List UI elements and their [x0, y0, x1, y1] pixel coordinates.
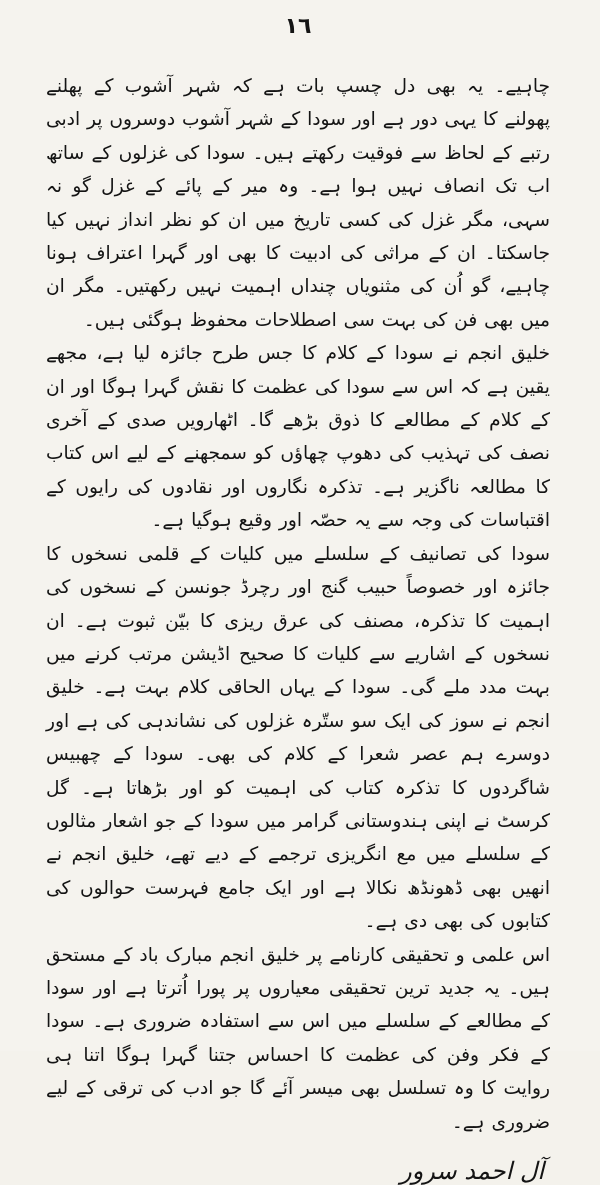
paragraph-2: خلیق انجم نے سودا کے کلام کا جس طرح جائزہ لیا ہے، مجھے یقین ہے کہ اس سے سودا کی عظمت کا نقش گہرا ہوگا اور ان کے کلام کے مطالعے کا ذوق بڑھے گا۔ اٹھارویں صدی کے آخری نصف کی تہذیب کی دھوپ چھاؤں کو سمجھنے کے لیے اس کتاب کا مطالعہ ناگزیر ہے۔ تذکرہ نگاروں اور نقادوں کی رایوں کے اقتباسات کی وجہ سے یہ حصّہ اور وقیع ہوگیا ہے۔	[46, 343, 550, 532]
paragraph-1: چاہیے۔ یہ بھی دل چسپ بات ہے کہ شہر آشوب کے پھلنے پھولنے کا یہی دور ہے اور سودا کے شہر آشوب دوسروں پر ادبی رتبے کے لحاظ سے فوقیت رکھتے ہیں۔ سودا کی غزلوں کے ساتھ اب تک انصاف نہیں ہوا ہے۔ وہ میر کے پائے کے غزل گو نہ سہی، مگر غزل کی کسی تاریخ میں ان کو نظر انداز نہیں کیا جاسکتا۔ ان کے مراثی کی ادبیت کا بھی اور گہرا اعتراف ہونا چاہیے، گو اُن کی مثنویاں چنداں اہمیت نہیں رکھتیں۔ مگر ان میں بھی فن کی بہت سی اصطلاحات محفوظ ہوگئی ہیں۔	[46, 76, 550, 331]
page-number: ١٦	[284, 14, 312, 39]
paragraph-3: سودا کی تصانیف کے سلسلے میں کلیات کے قلمی نسخوں کا جائزہ اور خصوصاً حبیب گنج اور رچرڈ جونسن کے نسخوں کی اہمیت کا تذکرہ، مصنف کی عرق ریزی کا بیّن ثبوت ہے۔ ان نسخوں کے اشاریے سے کلیات کا صحیح اڈیشن مرتب کرنے میں بہت مدد ملے گی۔ سودا کے یہاں الحاقی کلام بہت ہے۔ خلیق انجم نے سوز کی ایک سو ستّرہ غزلوں کی نشاندہی کی ہے اور دوسرے ہم عصر شعرا کے کلام کی بھی۔ سودا کے چھبیس شاگردوں کا تذکرہ کتاب کی اہمیت کو اور بڑھاتا ہے۔ گل کرسٹ نے اپنی ہندوستانی گرامر میں سودا کے جو اشعار مثالوں کے سلسلے میں مع انگریزی ترجمے کے دیے تھے، خلیق انجم نے انھیں بھی ڈھونڈھ نکالا ہے اور ایک جامع فہرست حوالوں کی کتابوں کی بھی دی ہے۔	[46, 543, 550, 933]
author-signature: آلِ احمد سرور	[400, 1157, 544, 1185]
paragraph-4: اس علمی و تحقیقی کارنامے پر خلیق انجم مبارک باد کے مستحق ہیں۔ یہ جدید ترین تحقیقی معیاروں پر پورا اُترتا ہے اور سودا کے مطالعے کے سلسلے میں اس سے استفادہ ضروری ہے۔ سودا کے فکر وفن کی عظمت کا احساس جتنا گہرا ہوگا اتنا ہی روایت کا وہ تسلسل بھی میسر آئے گا جو ادب کی ترقی کے لیے ضروری ہے۔	[46, 944, 550, 1133]
